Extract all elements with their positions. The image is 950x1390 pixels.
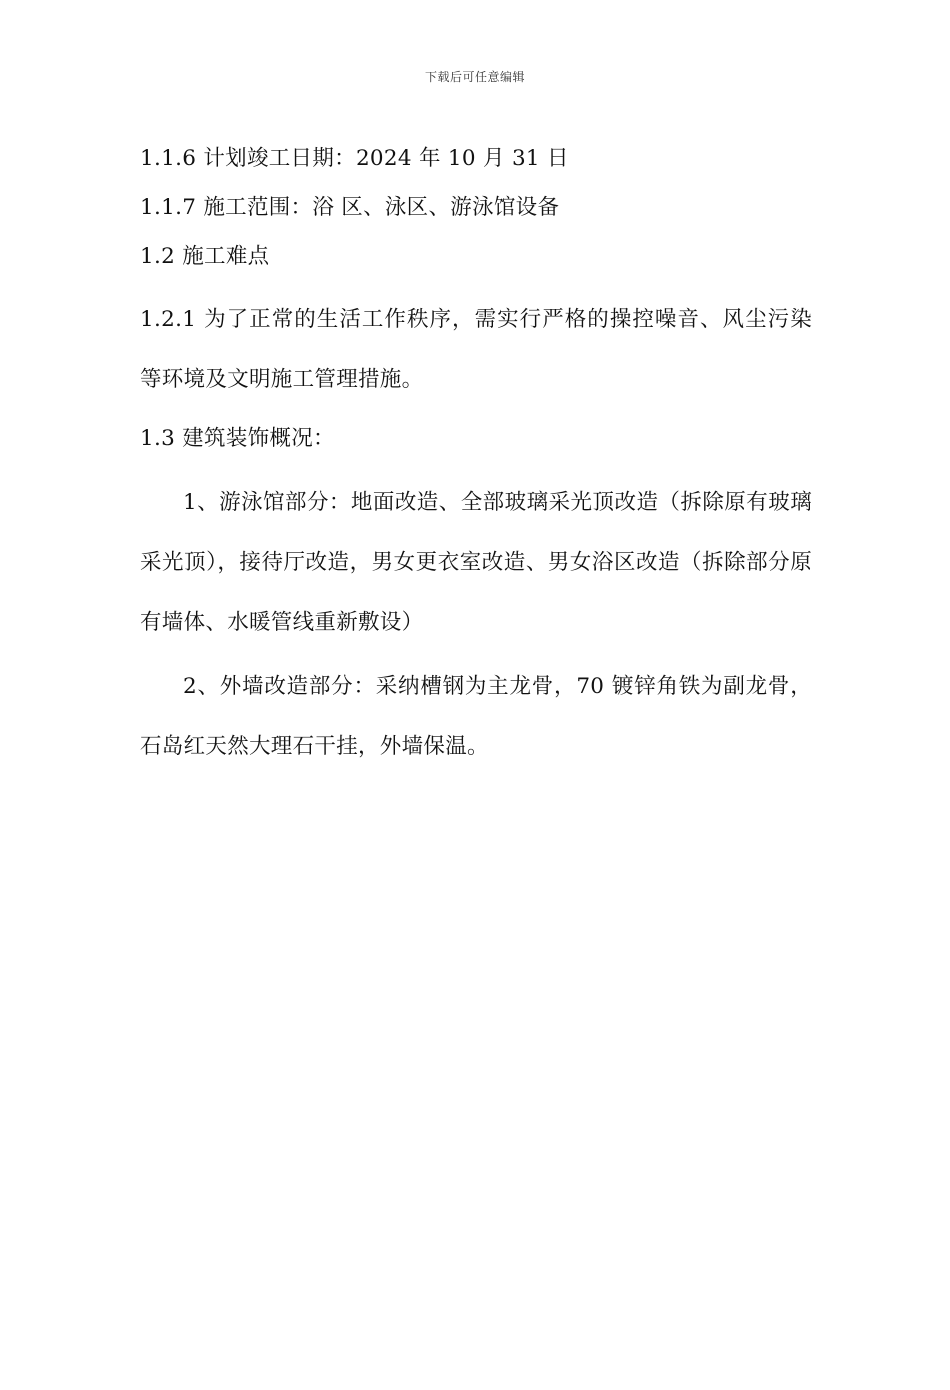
section-1-2-1: 1.2.1 为了正常的生活工作秩序，需实行严格的操控噪音、风尘污染等环境及文明施工管理措施。 <box>140 307 812 392</box>
section-1-1-6: 1.1.6 计划竣工日期：2024 年 10 月 31 日 <box>140 146 569 171</box>
section-1-1-7: 1.1.7 施工范围：浴 区、泳区、游泳馆设备 <box>140 195 560 220</box>
document-body <box>140 134 812 777</box>
section-1-3-heading: 1.3 建筑装饰概况： <box>140 426 335 451</box>
header-note: 下载后可任意编辑 <box>424 70 525 84</box>
list-item-1: 1、游泳馆部分：地面改造、全部玻璃采光顶改造（拆除原有玻璃采光顶），接待厅改造，男女更衣室改造、男女浴区改造（拆除部分原有墙体、水暖管线重新敷设） <box>140 490 812 635</box>
section-1-2-heading: 1.2 施工难点 <box>140 244 270 269</box>
list-item-2: 2、外墙改造部分：采纳槽钢为主龙骨，70 镀锌角铁为副龙骨，石岛红天然大理石干挂，外墙保温。 <box>140 674 812 759</box>
